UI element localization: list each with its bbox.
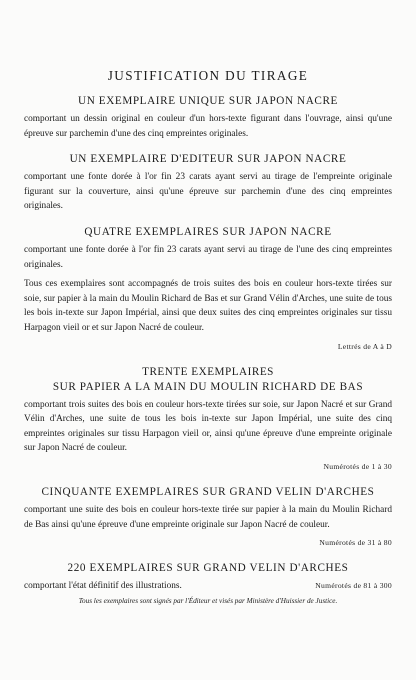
numbering-note: Numérotés de 1 à 30 bbox=[323, 461, 392, 471]
section-heading: CINQUANTE EXEMPLAIRES SUR GRAND VELIN D'ARCHES bbox=[41, 485, 375, 498]
section-fifty-copies bbox=[24, 485, 392, 550]
section-four-copies bbox=[24, 225, 392, 354]
note-row bbox=[24, 336, 392, 354]
section-text-accompaniment: Tous ces exemplaires sont accompagnés de trois suites des bois en couleur hors-texte tirées sur soie, sur papier à la main du Moulin Richard de Bas et sur Grand Vélin d'Arches, une suite de tous les bois in-texte sur Japon Impérial, ainsi que deux suites des cinq empreintes originales sur tissu Harpagon vieil or et sur Japon Nacré de couleur. bbox=[24, 279, 392, 333]
section-thirty-copies bbox=[24, 365, 392, 474]
section-heading: UN EXEMPLAIRE D'EDITEUR SUR JAPON NACRE bbox=[69, 153, 347, 166]
numbering-note: Numérotés de 31 à 80 bbox=[319, 538, 392, 548]
section-heading: 220 EXEMPLAIRES SUR GRAND VELIN D'ARCHES bbox=[67, 562, 349, 575]
section-editor-copy bbox=[24, 152, 392, 214]
section-text: comportant une suite des bois en couleur hors-texte tirée sur papier à la main du Moulin Richard de Bas ainsi qu'une épreuve d'une empreinte originale sur Japon Nacré de couleur. bbox=[24, 504, 392, 530]
section-heading: QUATRE EXEMPLAIRES SUR JAPON NACRE bbox=[84, 225, 332, 238]
section-220-copies bbox=[24, 561, 392, 605]
note-row bbox=[24, 456, 392, 474]
numbering-note: Lettrés de A à D bbox=[337, 341, 392, 351]
section-heading: TRENTE EXEMPLAIRES bbox=[142, 365, 274, 378]
page-title: JUSTIFICATION DU TIRAGE bbox=[107, 68, 309, 83]
section-text: comportant l'état définitif des illustrations. bbox=[24, 581, 182, 592]
section-text: comportant une fonte dorée à l'or fin 23 carats ayant servi au tirage de l'empreinte originale figurant sur la couverture, ainsi qu'une épreuve sur parchemin d'une des cinq empreintes originales. bbox=[24, 172, 392, 212]
section-heading: UN EXEMPLAIRE UNIQUE SUR JAPON NACRE bbox=[78, 95, 338, 107]
note-row bbox=[24, 532, 392, 550]
section-text: comportant un dessin original en couleur d'un hors-texte figurant dans l'ouvrage, ainsi qu'une épreuve sur parchemin d'une des cinq empreintes originales. bbox=[24, 114, 392, 139]
section-text: comportant trois suites des bois en couleur hors-texte tirées sur soie, sur Japon Nacré et sur Grand Vélin d'Arches, une suite de tous les bois in-texte sur Japon Impérial, une suite des cinq empreintes originales sur tissu Harpagon vieil or, ainsi qu'une épreuve d'une empreinte originale sur Japon Nacré de couleur. bbox=[24, 399, 392, 454]
signature-note: Tous les exemplaires sont signés par l'Éditeur et visés par Ministère d'Huissier de Justice. bbox=[78, 596, 338, 605]
section-text-row bbox=[24, 579, 392, 594]
section-text: comportant une fonte dorée à l'or fin 23 carats ayant servi au tirage de l'une des cinq empreintes originales. bbox=[24, 244, 392, 270]
section-unique-copy bbox=[24, 94, 392, 141]
section-subheading: SUR PAPIER A LA MAIN DU MOULIN RICHARD DE BAS bbox=[52, 380, 364, 393]
numbering-note: Numérotés de 81 à 300 bbox=[315, 581, 392, 591]
